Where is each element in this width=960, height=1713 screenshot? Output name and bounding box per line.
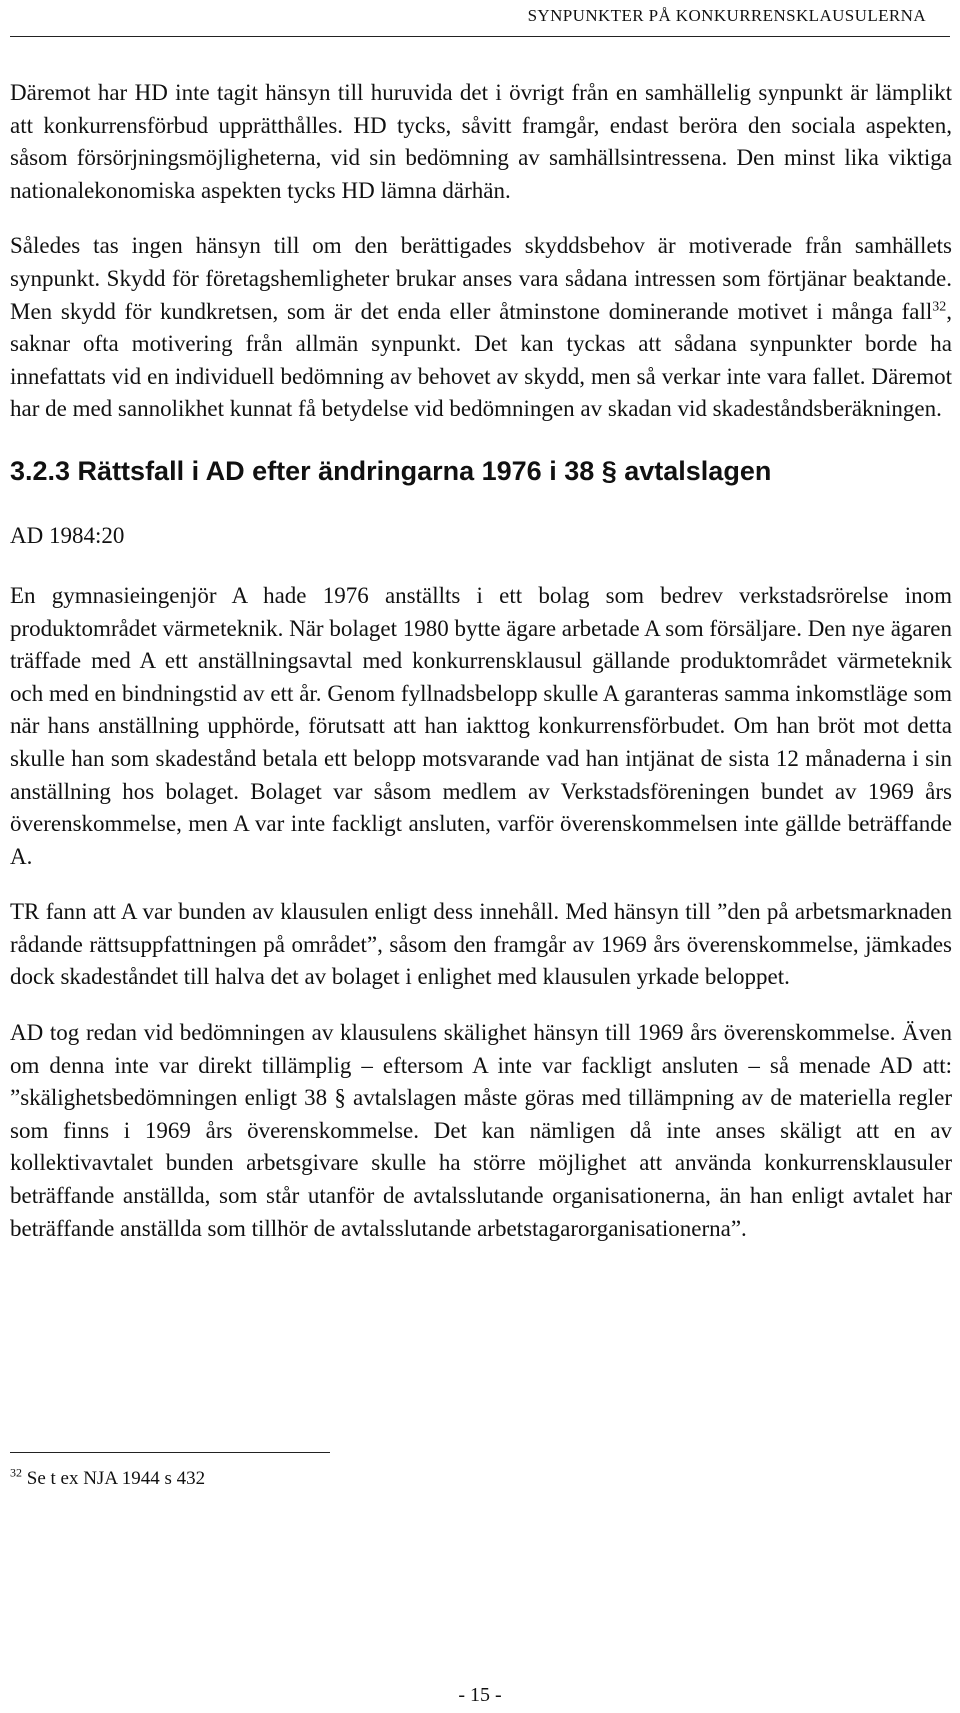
paragraph-case-facts: En gymnasieingenjör A hade 1976 anställts i ett bolag som bedrev verkstadsrörelse inom produktområdet värmeteknik. När bolaget 1980 bytte ägare arbetade A som försäljare. Den nye ägaren träffade med A ett anställningsavtal med konkurrensklausul gällande produktområdet värmeteknik och med en bindningstid av ett år. Genom fyllnadsbelopp skulle A garanteras samma inkomstläge som när hans anställning upphörde, förutsatt att han iakttog konkurrensförbudet. Om han bröt mot detta skulle han som skadestånd betala ett belopp motsvarande vad han intjänat de sista 12 månaderna i sin anställning hos bolaget. Bolaget var såsom medlem av Verkstadsföreningen bundet av 1969 års överenskommelse, men A var inte fackligt ansluten, varför överenskommelsen inte gällde beträffande A. bbox=[10, 582, 953, 869]
running-header: SYNPUNKTER PÅ KONKURRENSKLAUSULERNA bbox=[527, 6, 926, 25]
footnote bbox=[10, 1465, 206, 1490]
section-heading: 3.2.3 Rättsfall i AD efter ändringarna 1976 i 38 § avtalslagen bbox=[10, 455, 772, 486]
paragraph-protection-needs bbox=[10, 230, 952, 426]
page-body bbox=[10, 77, 952, 1245]
case-reference: AD 1984:20 bbox=[10, 522, 125, 548]
paragraph-hd-assessment: Däremot har HD inte tagit hänsyn till huruvida det i övrigt från en samhällelig synpunkt är lämplikt att konkurrensförbud upprätthålles. HD tycks, såvitt framgår, endast beröra den sociala aspekten, såsom försörjningsmöjligheterna, vid sin bedömning av samhällsintressena. Den minst lika viktiga nationalekonomiska aspekten tycks HD lämna därhän. bbox=[10, 80, 952, 203]
paragraph-text-before-note: Således tas ingen hänsyn till om den berättigades skyddsbehov är motiverade från samhällets synpunkt. Skydd för företagshemligheter brukar anses vara sådana intressen som förtjänar beaktande. Men skydd för kundkretsen, som är det enda eller åtminstone dominerande motivet i många fall bbox=[10, 233, 952, 324]
header-rule bbox=[10, 36, 950, 37]
paragraph-text-after-note: , saknar ofta motivering från allmän synpunkt. Det kan tyckas att sådana synpunkter borde ha innefattats vid en individuell bedömning av behovet av skydd, men så verkar inte vara fallet. Däremot har de med sannolikhet kunnat få betydelse vid bedömningen av skadan vid skadeståndsberäkningen. bbox=[10, 298, 952, 422]
footnote-text: Se t ex NJA 1944 s 432 bbox=[22, 1468, 206, 1489]
footnote-separator bbox=[10, 1452, 330, 1453]
paragraph-ad-ruling: AD tog redan vid bedömningen av klausulens skälighet hänsyn till 1969 års överenskommelse. Även om denna inte var direkt tillämplig – eftersom A inte var fackligt ansluten – så menade AD att: ”skälighetsbedömningen enligt 38 § avtalslagen måste göras med tillämpning av de materiella regler som finns i 1969 års överenskommelse. Det kan nämligen då inte anses skäligt att en av kollektivavtalet bunden arbetsgivare skulle ha större möjlighet att använda konkurrensklausuler beträffande anställda, som står utanför de avtalsslutande organisationerna, än han enligt avtalet har beträffande anställda som tillhör de avtalsslutande arbetstagarorganisationerna”. bbox=[10, 1020, 952, 1241]
page-number: - 15 - bbox=[458, 1684, 502, 1706]
paragraph-tr-ruling: TR fann att A var bunden av klausulen enligt dess innehåll. Med hänsyn till ”den på arbetsmarknaden rådande rättsuppfattningen på området”, såsom den framgår av 1969 års överenskommelse, jämkades dock skadeståndet till halva det av bolaget i enlighet med klausulen yrkade beloppet. bbox=[10, 899, 952, 990]
footnote-number: 32 bbox=[10, 1465, 22, 1480]
footnote-reference[interactable]: 32 bbox=[932, 298, 947, 314]
